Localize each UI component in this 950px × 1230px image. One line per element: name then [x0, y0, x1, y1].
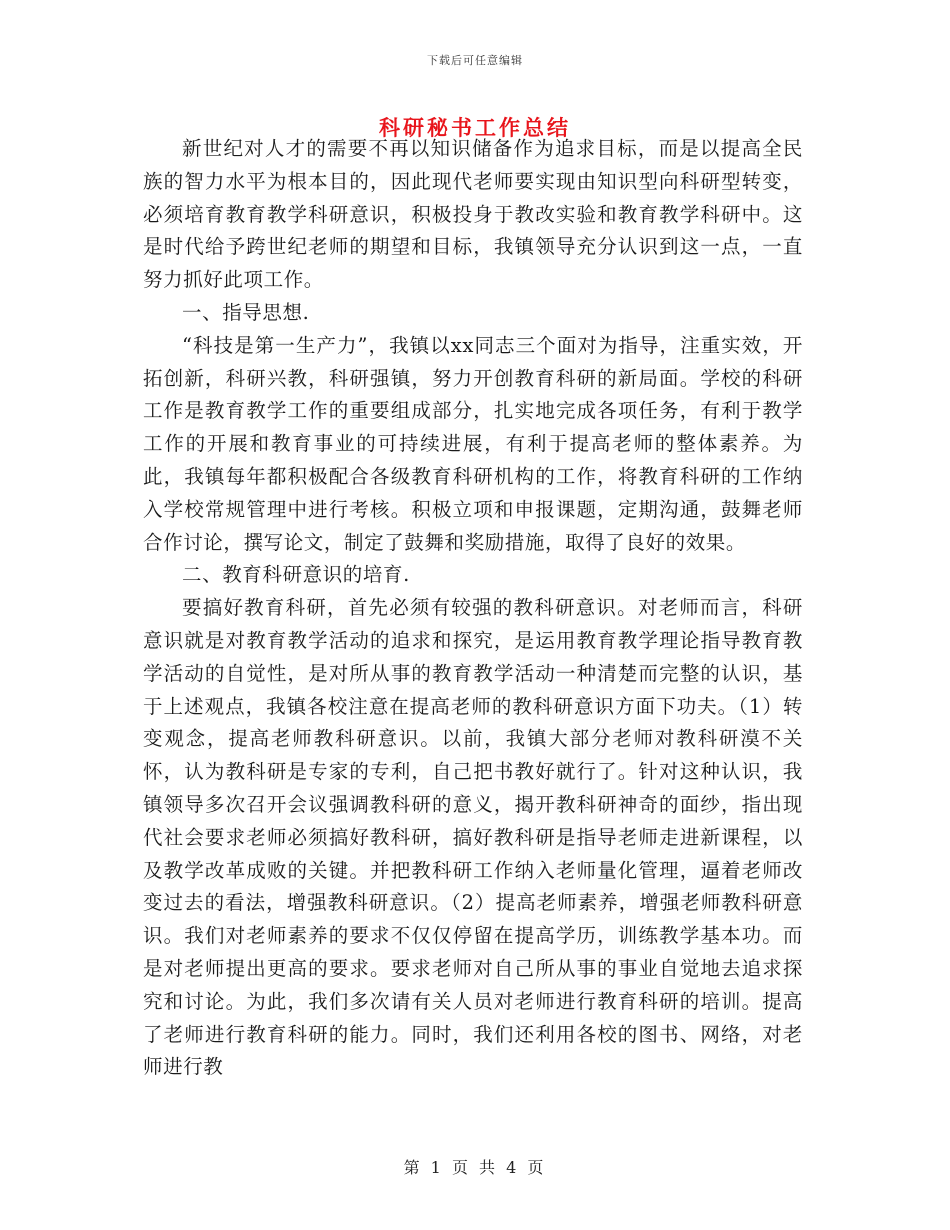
- paragraph-research-awareness: 要搞好教育科研，首先必须有较强的教科研意识。对老师而言，科研意识就是对教育教学活动的追求和探究，是运用教育教学理论指导教育教学活动的自觉性，是对所从事的教育教学活动一种清楚而完整的认识，基于上述观点，我镇各校注意在提高老师的教科研意识方面下功夫。（1）转变观念，提高老师教科研意识。以前，我镇大部分老师对教科研漠不关怀，认为教科研是专家的专利，自己把书教好就行了。针对这种认识，我镇领导多次召开会议强调教科研的意义，揭开教科研神奇的面纱，指出现代社会要求老师必须搞好教科研，搞好教科研是指导老师走进新课程，以及教学改革成败的关键。并把教科研工作纳入老师量化管理，逼着老师改变过去的看法，增强教科研意识。（2）提高老师素养，增强老师教科研意识。我们对老师素养的要求不仅仅停留在提高学历，训练教学基本功。而是对老师提出更高的要求。要求老师对自己所从事的事业自觉地去追求探究和讨论。为此，我们多次请有关人员对老师进行教育科研的培训。提高了老师进行教育科研的能力。同时，我们还利用各校的图书、网络，对老师进行教: [143, 596, 803, 1079]
- page-footer: 第 1 页 共 4 页: [403, 1158, 547, 1177]
- section-heading-research-awareness: 二、教育科研意识的培育.: [182, 563, 410, 587]
- header-note: 下载后可任意编辑: [427, 54, 523, 67]
- paragraph-intro: 新世纪对人才的需要不再以知识储备作为追求目标，而是以提高全民族的智力水平为根本目的，因此现代老师要实现由知识型向科研型转变，必须培育教育教学科研意识，积极投身于教改实验和教育教学科研中。这是时代给予跨世纪老师的期望和目标，我镇领导充分认识到这一点，一直努力抓好此项工作。: [143, 137, 803, 292]
- document-body: [143, 133, 803, 1084]
- paragraph-guiding-thought: “科技是第一生产力”，我镇以xx同志三个面对为指导，注重实效，开拓创新，科研兴教，科研强镇，努力开创教育科研的新局面。学校的科研工作是教育教学工作的重要组成部分，扎实地完成各项任务，有利于教学工作的开展和教育事业的可持续进展，有利于提高老师的整体素养。为此，我镇每年都积极配合各级教育科研机构的工作，将教育科研的工作纳入学校常规管理中进行考核。积极立项和申报课题，定期沟通，鼓舞老师合作讨论，撰写论文，制定了鼓舞和奖励措施，取得了良好的效果。: [143, 333, 803, 554]
- document-title: 科研秘书工作总结: [379, 115, 571, 140]
- section-heading-guiding-thought: 一、指导思想.: [182, 300, 310, 324]
